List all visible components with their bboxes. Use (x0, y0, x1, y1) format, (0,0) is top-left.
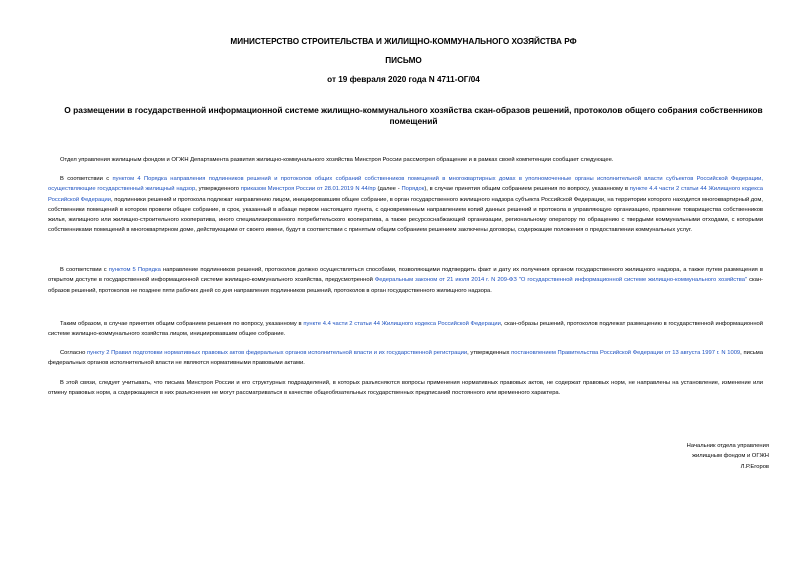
paragraph-6: В этой связи, следует учитывать, что письма Минстроя России и его структурных подразделений, в которых разъясняются вопросы применения нормативных правовых актов, не содержат правовых норм, не направлены на установление, изменение или отмену правовых норм, а содержащиеся в них разъяснения не могут рассматриваться в качестве общеобязательных государственных предписаний постоянного или временного характера. (48, 380, 763, 397)
link-pravila-p2[interactable]: пункту 2 Правил подготовки нормативных правовых актов федеральных органов исполнительной власти и их государственной регистрации (87, 350, 468, 356)
ministry-heading: МИНИСТЕРСТВО СТРОИТЕЛЬСТВА И ЖИЛИЩНО-КОММУНАЛЬНОГО ХОЗЯЙСТВА РФ (230, 37, 577, 46)
document-subject: О размещении в государственной информационной системе жилищно-коммунального хозяйства скан-образов решений, протоколов общего собрания собственников помещений (64, 105, 763, 126)
link-poryadok-p5[interactable]: пунктом 5 Порядка (108, 267, 161, 273)
link-fz-209[interactable]: Федеральным законом от 21 июля 2014 г. N 209-ФЗ "О государственной информационной системе жилищно-коммунального хозяйства" (374, 277, 748, 284)
paragraph-1: Отдел управления жилищным фондом и ОГЖН Департамента развития жилищно-коммунального хозяйства Минстроя России рассмотрел обращение и в рамках своей компетенции сообщает следующее. (60, 157, 614, 163)
signature-name: Л.Р.Егоров (740, 463, 769, 470)
paragraph-2: В соответствии с пунктом 4 Порядка направления подлинников решений и протоколов общих собраний собственников помещений в многоквартирных домах в уполномоченные органы исполнительной власти субъектов Российской Федерации, осуществляющие государственный жилищный надзор, утвержденного приказом Минстроя России от 28.01.2019 N 44/пр (далее - Порядок), в случае принятия общим собранием решения по вопросу, указанному в пункте 4.4 части 2 статьи 44 Жилищного кодекса Российской Федерации, подлинники решений и протокола подлежат направлению лицом, инициировавшим общее собрание, в орган государственного жилищного надзора субъекта Российской Федерации, на территории которого находится многоквартирный дом, собственники помещений в котором провели общее собрание, в срок, указанный в абзаце первом настоящего пункта, с одновременным направлением копий данных решений и протокола в управляющую организацию, правление товарищества собственников жилья, жилищного или жилищно-строительного кооператива, иного специализированного потребительского кооператива, а также ресурсоснабжающей организации, региональному оператору по обращению с твердыми коммунальными отходами, с которыми собственниками помещений в многоквартирном доме, действующими от своего имени, будут в соответствии с принятым общим собранием решением заключены договоры, содержащие положения о предоставлении коммунальных услуг. (48, 176, 764, 234)
signature-department: жилищным фондом и ОГЖН (692, 453, 769, 460)
signature-position: Начальник отдела управления (686, 443, 769, 449)
link-prikaz-minstroy[interactable]: приказом Минстроя России от 28.01.2019 N 44/пр (240, 186, 376, 193)
paragraph-5: Согласно пункту 2 Правил подготовки нормативных правовых актов федеральных органов исполнительной власти и их государственной регистрации, утвержденных постановлением Правительства Российской Федерации от 13 августа 1997 г. N 1009, письма федеральных органов исполнительной власти не являются нормативными правовыми актами. (48, 350, 763, 367)
paragraph-3: В соответствии с пунктом 5 Порядка направление подлинников решений, протоколов должно осуществляться способами, позволяющими подтвердить факт и дату их получения органом государственного жилищного надзора, а также путем размещения в открытом доступе в государственной информационной системе жилищно-коммунального хозяйства, предусмотренной Федеральным законом от 21 июля 2014 г. N 209-ФЗ "О государственной информационной системе жилищно-коммунального хозяйства" скан-образов решений, протоколов не позднее пяти рабочих дней со дня направления подлинников решений, протоколов в орган государственного жилищного надзора. (48, 267, 764, 294)
link-postanovlenie-1009[interactable]: постановлением Правительства Российской Федерации от 13 августа 1997 г. N 1009 (511, 350, 741, 356)
document-type: ПИСЬМО (385, 56, 422, 65)
paragraph-4: Таким образом, в случае принятия общим собранием решения по вопросу, указанному в пункте 4.4 части 2 статьи 44 Жилищного кодекса Российской Федерации, скан-образы решений, протоколов подлежат размещению в государственной информационной системе жилищно-коммунального хозяйства лицом, инициировавшим общее собрание. (48, 321, 763, 338)
link-zhk-44[interactable]: пункте 4.4 части 2 статьи 44 Жилищного кодекса Российской Федерации (48, 186, 764, 203)
signature-block (687, 441, 769, 472)
link-zhk-44-2[interactable]: пункте 4.4 части 2 статьи 44 Жилищного кодекса Российской Федерации (303, 321, 501, 327)
link-poryadok[interactable]: Порядок (401, 186, 425, 193)
link-poryadok-p4[interactable]: пунктом 4 Порядка направления подлинников решений и протоколов общих собраний собственников помещений в многоквартирных домах в уполномоченные органы исполнительной власти субъектов Российской Федерации, осуществляющие государственный жилищный надзор (48, 176, 763, 193)
document-date-number: от 19 февраля 2020 года N 4711-ОГ/04 (327, 75, 480, 84)
